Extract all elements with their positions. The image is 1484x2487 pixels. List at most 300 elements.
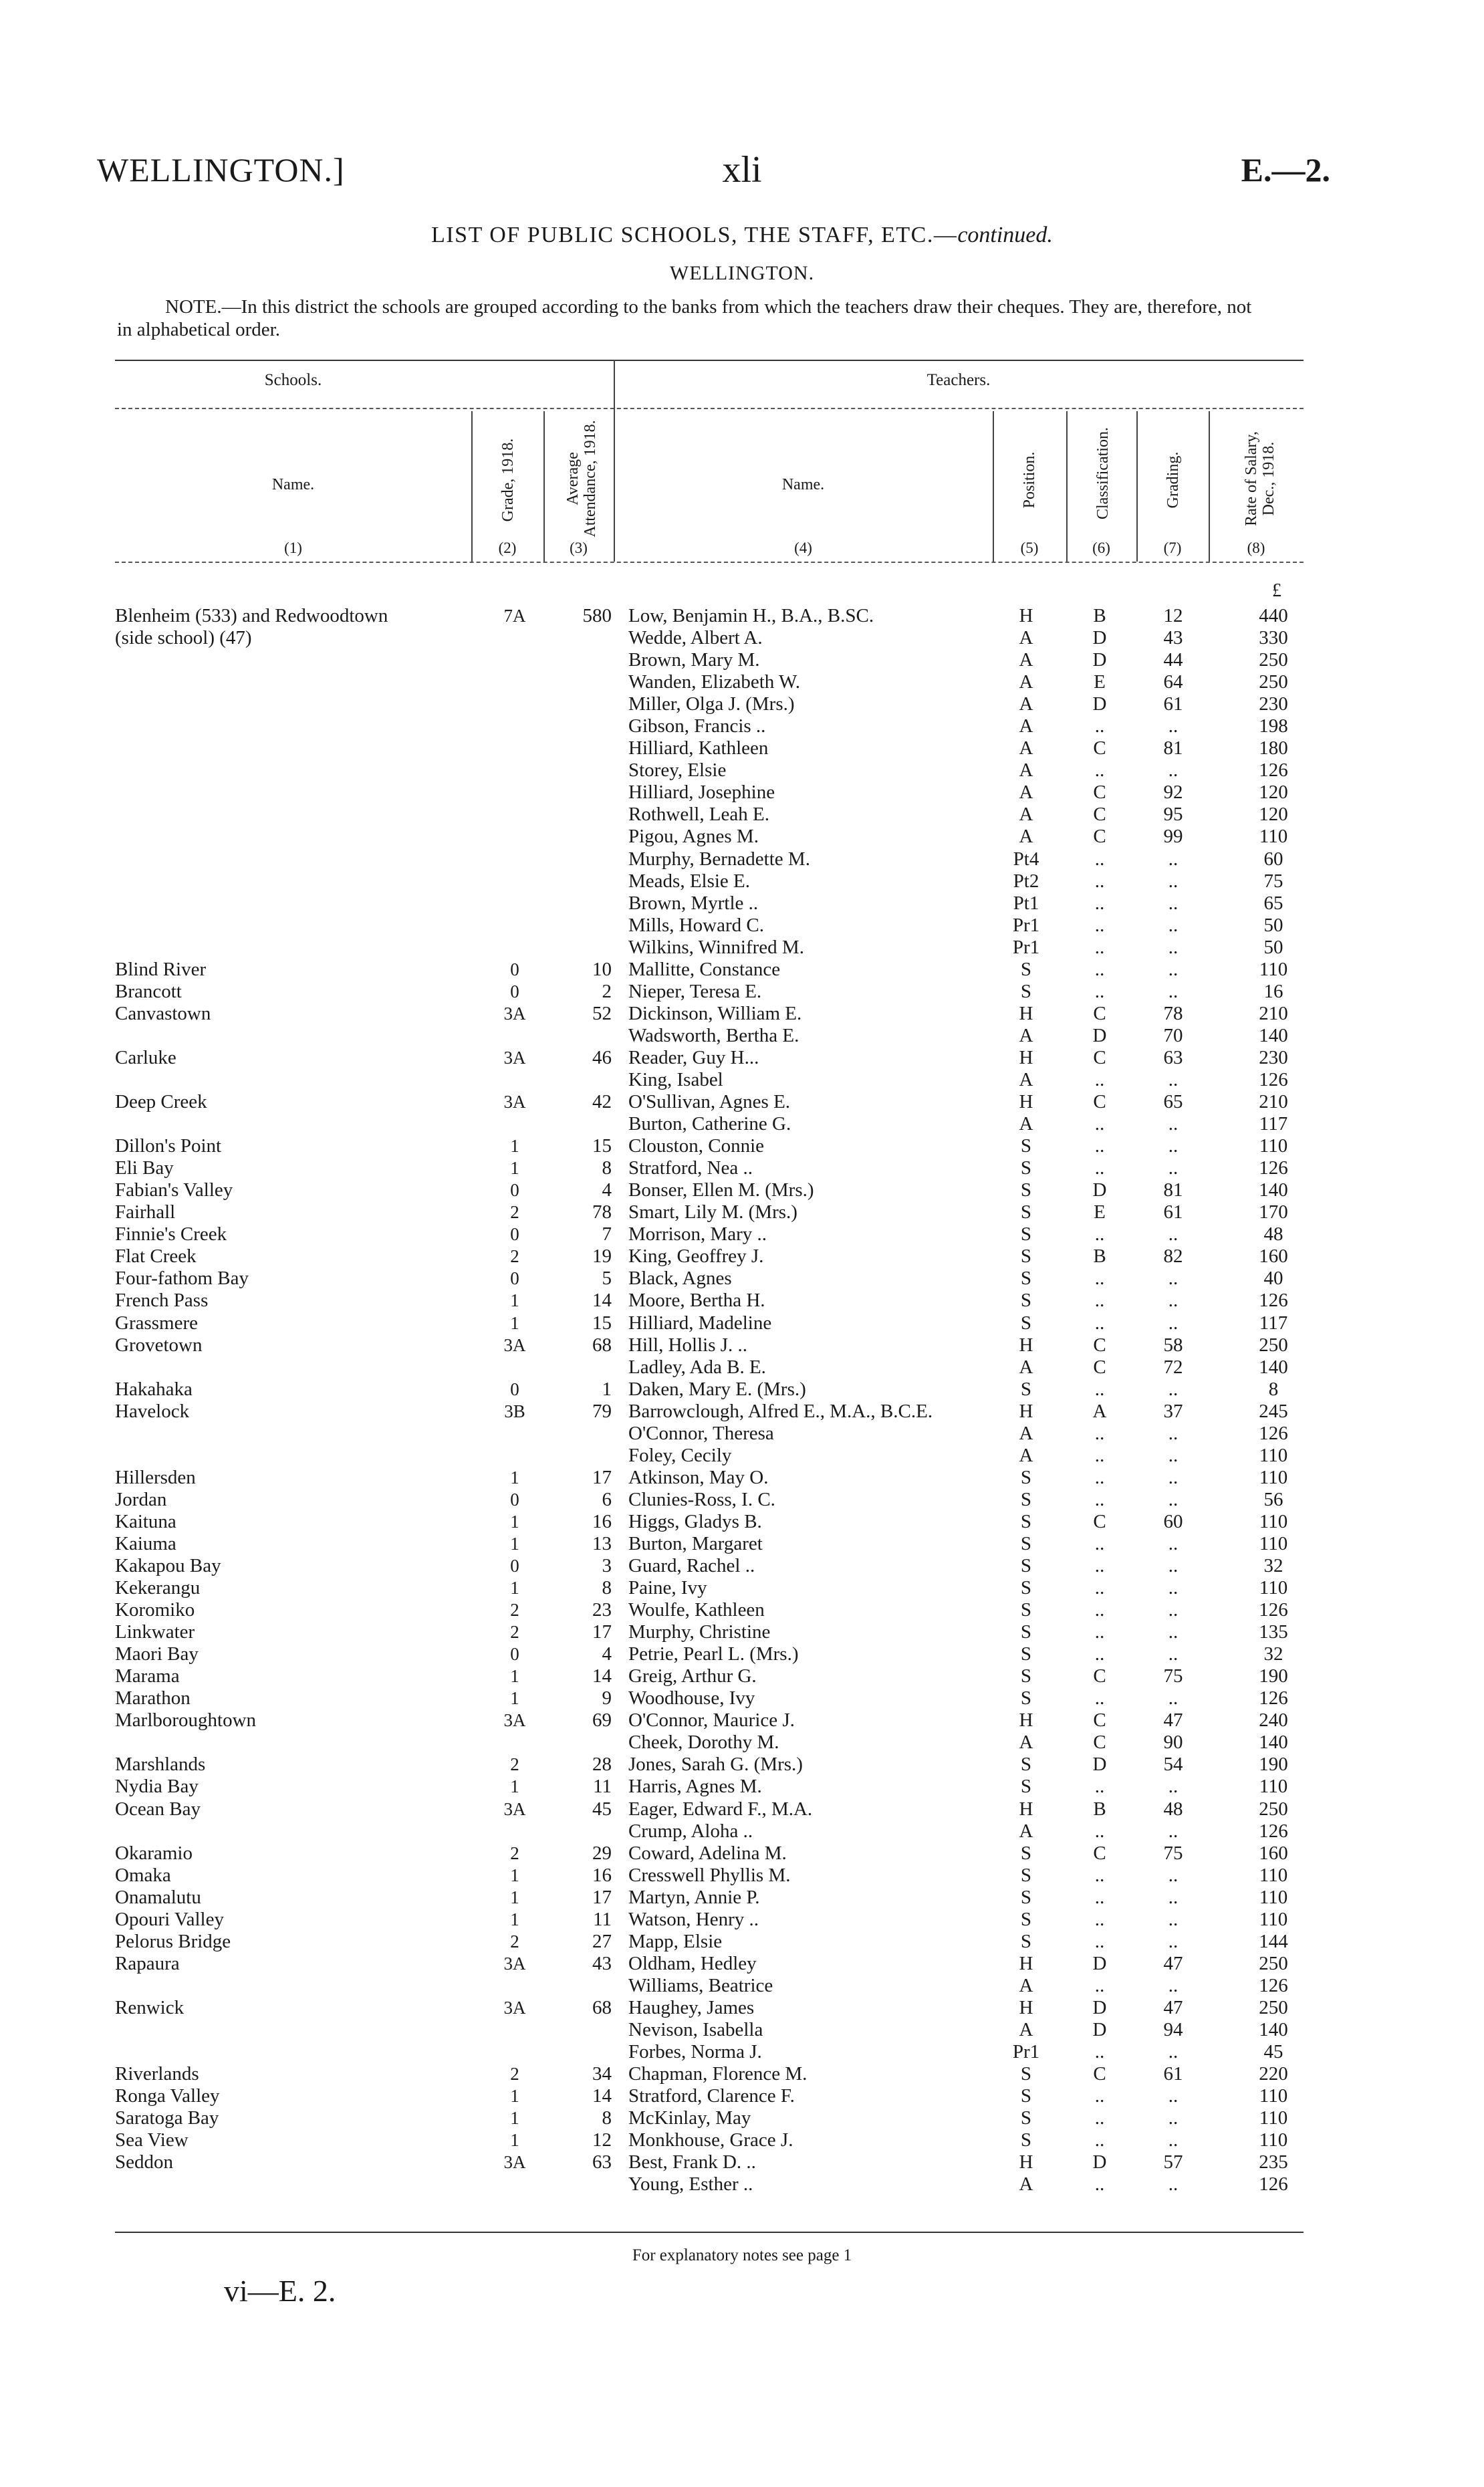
teacher-position: H — [1019, 1002, 1033, 1024]
table-row — [0, 1843, 1484, 1865]
teacher-grading: .. — [1168, 1687, 1179, 1709]
teacher-grading: 92 — [1163, 782, 1183, 804]
teacher-salary: 126 — [1259, 1157, 1288, 1179]
school-name: Marshlands — [115, 1754, 463, 1776]
table-row — [0, 1268, 1484, 1290]
teacher-salary: 8 — [1268, 1378, 1279, 1400]
teacher-classification: C — [1093, 1002, 1106, 1024]
teacher-name: Stratford, Nea .. — [628, 1157, 979, 1179]
teacher-name: Daken, Mary E. (Mrs.) — [628, 1379, 979, 1401]
teacher-position: A — [1019, 1356, 1033, 1378]
teacher-position: A — [1019, 627, 1033, 649]
teacher-salary: 110 — [1259, 958, 1288, 980]
average-attendance: 9 — [602, 1687, 612, 1709]
teacher-classification: .. — [1094, 1157, 1105, 1179]
teacher-position: H — [1019, 1400, 1033, 1422]
table-row — [0, 1423, 1484, 1445]
school-grade: 3B — [504, 1401, 525, 1421]
table-row — [0, 2041, 1484, 2063]
teacher-grading: 12 — [1163, 605, 1183, 626]
teacher-grading: 47 — [1163, 1952, 1183, 1974]
teacher-position: S — [1020, 1135, 1032, 1157]
teacher-name: Harris, Agnes M. — [628, 1776, 979, 1798]
table-row — [0, 937, 1484, 959]
teacher-grading: 94 — [1163, 2019, 1183, 2040]
average-attendance: 16 — [592, 1510, 612, 1532]
teacher-salary: 126 — [1259, 1820, 1288, 1842]
teacher-classification: D — [1092, 2151, 1107, 2173]
group-rule — [115, 408, 1304, 409]
school-grade: 2 — [510, 1246, 519, 1267]
school-name: Marathon — [115, 1687, 463, 1709]
teacher-classification: .. — [1094, 848, 1105, 870]
table-row — [0, 1113, 1484, 1135]
school-grade: 1 — [510, 1290, 519, 1311]
teacher-name: Burton, Margaret — [628, 1533, 979, 1555]
teacher-salary: 140 — [1259, 1024, 1288, 1046]
teacher-salary: 45 — [1263, 2041, 1283, 2063]
teacher-grading: 48 — [1163, 1798, 1183, 1820]
school-name: Hakahaka — [115, 1379, 463, 1401]
table-row — [0, 627, 1484, 649]
teacher-salary: 110 — [1259, 1864, 1288, 1886]
teacher-name: Atkinson, May O. — [628, 1467, 979, 1489]
average-attendance: 17 — [592, 1466, 612, 1488]
teacher-position: S — [1020, 2129, 1032, 2151]
teacher-classification: .. — [1094, 1974, 1105, 1996]
average-attendance: 14 — [592, 2085, 612, 2107]
teacher-salary: 120 — [1259, 782, 1288, 804]
teacher-salary: 40 — [1263, 1268, 1283, 1290]
teacher-salary: 198 — [1259, 715, 1288, 737]
table-row — [0, 1776, 1484, 1798]
teacher-position: S — [1020, 1555, 1032, 1577]
school-grade: 1 — [510, 1158, 519, 1179]
table-row — [0, 1334, 1484, 1356]
teacher-classification: B — [1093, 605, 1106, 626]
school-name: Opouri Valley — [115, 1909, 463, 1931]
average-attendance: 17 — [592, 1621, 612, 1643]
teacher-classification: .. — [1094, 1577, 1105, 1599]
teacher-salary: 250 — [1259, 649, 1288, 671]
teacher-name: Oldham, Hedley — [628, 1953, 979, 1975]
teacher-salary: 126 — [1259, 1974, 1288, 1996]
school-grade: 3A — [503, 2152, 526, 2173]
teacher-grading: 70 — [1163, 1024, 1183, 1046]
teacher-classification: C — [1093, 1334, 1106, 1356]
table-row — [0, 1511, 1484, 1533]
table-row — [0, 1997, 1484, 2019]
teacher-classification: C — [1093, 2063, 1106, 2085]
school-grade: 3A — [503, 1710, 526, 1731]
teacher-position: H — [1019, 1996, 1033, 2018]
teacher-classification: .. — [1094, 1223, 1105, 1246]
teacher-position: S — [1020, 1466, 1032, 1488]
teacher-classification: .. — [1094, 980, 1105, 1002]
school-name — [115, 2041, 463, 2063]
school-name — [115, 2019, 463, 2041]
school-name: Blind River — [115, 959, 463, 981]
teacher-salary: 60 — [1263, 848, 1283, 870]
teacher-position: S — [1020, 2085, 1032, 2107]
teacher-salary: 126 — [1259, 1599, 1288, 1621]
teacher-salary: 126 — [1259, 1687, 1288, 1709]
teacher-position: A — [1019, 826, 1033, 848]
table-row — [0, 1621, 1484, 1643]
teacher-name: Meads, Elsie E. — [628, 870, 979, 893]
table-row — [0, 1820, 1484, 1843]
teacher-grading: 90 — [1163, 1732, 1183, 1754]
table-row — [0, 1865, 1484, 1887]
page-title — [0, 223, 1484, 248]
teacher-name: Watson, Henry .. — [628, 1909, 979, 1931]
school-name — [115, 1732, 463, 1754]
col-number: (2) — [498, 540, 517, 556]
school-grade: 3A — [503, 1953, 526, 1974]
position-header: Position. — [1021, 451, 1038, 509]
teacher-name: O'Connor, Maurice J. — [628, 1709, 979, 1732]
school-name: Grovetown — [115, 1334, 463, 1356]
teacher-name: Chapman, Florence M. — [628, 2063, 979, 2085]
table-row — [0, 1091, 1484, 1113]
average-attendance: 13 — [592, 1532, 612, 1554]
table-row — [0, 759, 1484, 782]
teacher-salary: 210 — [1259, 1002, 1288, 1024]
teacher-name: Young, Esther .. — [628, 2173, 979, 2196]
school-name: Blenheim (533) and Redwoodtown — [115, 605, 463, 627]
teacher-classification: .. — [1094, 1466, 1105, 1488]
table-bottom-rule — [115, 2232, 1304, 2233]
teacher-position: A — [1019, 1732, 1033, 1754]
teacher-salary: 110 — [1259, 1886, 1288, 1908]
school-grade: 3A — [503, 1047, 526, 1068]
teacher-grading: .. — [1168, 914, 1179, 936]
teacher-salary: 330 — [1259, 627, 1288, 649]
district-note: NOTE.—In this district the schools are grouped according to the banks from which the teachers draw their cheques. They are, therefore, not in alphabetical order. — [117, 296, 1252, 340]
teacher-grading: .. — [1168, 1444, 1179, 1466]
teacher-name: Smart, Lily M. (Mrs.) — [628, 1201, 979, 1223]
table-row — [0, 915, 1484, 937]
teacher-grading: 65 — [1163, 1091, 1183, 1113]
teacher-salary: 235 — [1259, 2151, 1288, 2173]
school-grade: 0 — [510, 1644, 519, 1665]
school-grade: 3A — [503, 1092, 526, 1112]
teacher-position: S — [1020, 1886, 1032, 1908]
teacher-name: King, Geoffrey J. — [628, 1246, 979, 1268]
teacher-classification: B — [1093, 1246, 1106, 1268]
teacher-salary: 140 — [1259, 1356, 1288, 1378]
teacher-name: Woulfe, Kathleen — [628, 1599, 979, 1621]
teacher-grading: 81 — [1163, 737, 1183, 759]
teacher-position: H — [1019, 1709, 1033, 1732]
school-name: Pelorus Bridge — [115, 1931, 463, 1953]
teacher-position: S — [1020, 2107, 1032, 2129]
teacher-classification: .. — [1094, 1113, 1105, 1135]
school-grade: 1 — [510, 2130, 519, 2151]
teacher-name: King, Isabel — [628, 1069, 979, 1091]
col-number: (5) — [1020, 540, 1039, 556]
table-row — [0, 1709, 1484, 1732]
teacher-classification: .. — [1094, 1290, 1105, 1312]
table-row — [0, 2019, 1484, 2041]
school-name — [115, 1820, 463, 1843]
teacher-classification: .. — [1094, 715, 1105, 737]
teacher-salary: 170 — [1259, 1201, 1288, 1223]
teacher-classification: .. — [1094, 1488, 1105, 1510]
teacher-classification: .. — [1094, 1864, 1105, 1886]
average-attendance: 8 — [602, 1577, 612, 1599]
teacher-salary: 117 — [1259, 1113, 1288, 1135]
teacher-grading: .. — [1168, 870, 1179, 892]
teacher-salary: 144 — [1259, 1930, 1288, 1952]
teacher-name: Hilliard, Kathleen — [628, 737, 979, 759]
schools-group-header: Schools. — [264, 371, 322, 389]
teacher-name: Mills, Howard C. — [628, 915, 979, 937]
school-name — [115, 893, 463, 915]
teacher-name: Williams, Beatrice — [628, 1975, 979, 1997]
table-row — [0, 737, 1484, 759]
teacher-classification: .. — [1094, 1378, 1105, 1400]
teacher-position: S — [1020, 1223, 1032, 1246]
teacher-name: Hilliard, Josephine — [628, 782, 979, 804]
teacher-classification: .. — [1094, 2041, 1105, 2063]
table-row — [0, 2173, 1484, 2196]
table-row — [0, 804, 1484, 826]
teacher-classification: .. — [1094, 1135, 1105, 1157]
teacher-classification: D — [1092, 1024, 1107, 1046]
average-attendance: 29 — [592, 1842, 612, 1864]
school-name — [115, 915, 463, 937]
teacher-position: A — [1019, 1024, 1033, 1046]
teacher-classification: C — [1093, 1842, 1106, 1864]
school-name — [115, 1113, 463, 1135]
teacher-classification: .. — [1094, 1599, 1105, 1621]
school-grade: 0 — [510, 959, 519, 979]
average-attendance: 19 — [592, 1246, 612, 1268]
teacher-classification: .. — [1094, 892, 1105, 914]
school-name: Omaka — [115, 1865, 463, 1887]
teacher-salary: 110 — [1259, 1776, 1288, 1798]
table-row — [0, 826, 1484, 848]
teacher-name: Wilkins, Winnifred M. — [628, 937, 979, 959]
teacher-salary: 56 — [1263, 1488, 1283, 1510]
teacher-name: Wanden, Elizabeth W. — [628, 671, 979, 693]
teacher-grading: 75 — [1163, 1665, 1183, 1687]
school-name: Kakapou Bay — [115, 1555, 463, 1577]
school-name: Onamalutu — [115, 1887, 463, 1909]
school-grade: 1 — [510, 1776, 519, 1797]
average-attendance: 68 — [592, 1334, 612, 1356]
teacher-salary: 160 — [1259, 1842, 1288, 1864]
teacher-position: A — [1019, 1422, 1033, 1444]
teacher-salary: 250 — [1259, 671, 1288, 693]
teacher-position: H — [1019, 1046, 1033, 1068]
teacher-position: H — [1019, 1091, 1033, 1113]
teacher-salary: 126 — [1259, 2173, 1288, 2196]
teacher-grading: .. — [1168, 1930, 1179, 1952]
teacher-grading: .. — [1168, 1643, 1179, 1665]
teacher-position: S — [1020, 1510, 1032, 1532]
table-row — [0, 1290, 1484, 1312]
teacher-position: A — [1019, 782, 1033, 804]
table-row — [0, 1157, 1484, 1179]
school-grade: 1 — [510, 2086, 519, 2107]
teacher-position: S — [1020, 1157, 1032, 1179]
teacher-name: Murphy, Christine — [628, 1621, 979, 1643]
teacher-name: Paine, Ivy — [628, 1577, 979, 1599]
average-attendance: 6 — [602, 1488, 612, 1510]
school-name: Fabian's Valley — [115, 1179, 463, 1201]
school-grade: 7A — [503, 606, 526, 626]
teacher-position: A — [1019, 1444, 1033, 1466]
table-row — [0, 782, 1484, 804]
teacher-grading: .. — [1168, 1974, 1179, 1996]
teacher-classification: E — [1094, 1201, 1106, 1223]
school-name — [115, 1356, 463, 1379]
teacher-position: S — [1020, 1621, 1032, 1643]
school-grade: 3A — [503, 1798, 526, 1819]
teacher-grading: .. — [1168, 1422, 1179, 1444]
teacher-grading: 43 — [1163, 627, 1183, 649]
school-name: Kaiuma — [115, 1533, 463, 1555]
school-name: Fairhall — [115, 1201, 463, 1223]
teacher-classification: .. — [1094, 914, 1105, 936]
teacher-position: S — [1020, 1687, 1032, 1709]
school-grade: 0 — [510, 1268, 519, 1289]
teacher-salary: 110 — [1259, 1135, 1288, 1157]
school-name: (side school) (47) — [115, 627, 463, 649]
teacher-grading: .. — [1168, 892, 1179, 914]
teacher-position: Pr1 — [1012, 914, 1040, 936]
table-row — [0, 649, 1484, 671]
school-name: Marama — [115, 1665, 463, 1687]
teacher-salary: 110 — [1259, 1466, 1288, 1488]
teacher-classification: .. — [1094, 2129, 1105, 2151]
teacher-name: Mapp, Elsie — [628, 1931, 979, 1953]
teacher-position: A — [1019, 759, 1033, 782]
teacher-salary: 160 — [1259, 1246, 1288, 1268]
teacher-name: Clouston, Connie — [628, 1135, 979, 1157]
salary-header: Rate of Salary, Dec., 1918. — [1243, 431, 1277, 526]
title-main: LIST OF PUBLIC SCHOOLS, THE STAFF, ETC.— — [431, 223, 958, 247]
teacher-position: S — [1020, 1665, 1032, 1687]
table-row — [0, 1003, 1484, 1025]
teacher-name: Crump, Aloha .. — [628, 1820, 979, 1843]
teacher-grading: .. — [1168, 936, 1179, 958]
table-row — [0, 1931, 1484, 1953]
average-attendance: 27 — [592, 1930, 612, 1952]
teacher-grading: .. — [1168, 1908, 1179, 1930]
school-grade: 0 — [510, 1556, 519, 1576]
table-row — [0, 1379, 1484, 1401]
teacher-salary: 110 — [1259, 2085, 1288, 2107]
teacher-position: S — [1020, 1532, 1032, 1554]
teacher-salary: 126 — [1259, 1290, 1288, 1312]
teacher-name: Best, Frank D. .. — [628, 2151, 979, 2173]
average-attendance: 2 — [602, 980, 612, 1002]
teacher-grading: .. — [1168, 1776, 1179, 1798]
table-row — [0, 2085, 1484, 2107]
school-name: Maori Bay — [115, 1643, 463, 1665]
average-attendance: 17 — [592, 1886, 612, 1908]
teacher-salary: 110 — [1259, 1444, 1288, 1466]
table-row — [0, 715, 1484, 737]
teacher-grading: 99 — [1163, 826, 1183, 848]
teacher-grading: .. — [1168, 759, 1179, 782]
grade-header: Grade, 1918. — [499, 438, 517, 522]
average-attendance: 4 — [602, 1179, 612, 1201]
teacher-classification: B — [1093, 1798, 1106, 1820]
teacher-position: A — [1019, 1974, 1033, 1996]
teacher-grading: 72 — [1163, 1356, 1183, 1378]
teacher-classification: .. — [1094, 1820, 1105, 1842]
school-name — [115, 937, 463, 959]
teacher-salary: 117 — [1259, 1312, 1288, 1334]
teacher-salary: 245 — [1259, 1400, 1288, 1422]
average-attendance: 1 — [602, 1378, 612, 1400]
teacher-position: S — [1020, 1378, 1032, 1400]
average-attendance: 45 — [592, 1798, 612, 1820]
running-head-left: WELLINGTON.] — [97, 151, 345, 189]
teacher-classification: .. — [1094, 1532, 1105, 1554]
table-row — [0, 1069, 1484, 1091]
school-name: Riverlands — [115, 2063, 463, 2085]
school-grade: 3A — [503, 1003, 526, 1024]
average-attendance: 79 — [592, 1400, 612, 1422]
table-row — [0, 1687, 1484, 1709]
school-name — [115, 1025, 463, 1047]
teacher-salary: 220 — [1259, 2063, 1288, 2085]
teacher-grading: .. — [1168, 1532, 1179, 1554]
teacher-salary: 16 — [1263, 980, 1283, 1002]
table-row — [0, 1754, 1484, 1776]
average-attendance: 78 — [592, 1201, 612, 1223]
teacher-grading: .. — [1168, 2041, 1179, 2063]
teacher-grading: .. — [1168, 2129, 1179, 2151]
teacher-position: S — [1020, 1776, 1032, 1798]
teacher-grading: .. — [1168, 1886, 1179, 1908]
average-attendance: 580 — [582, 605, 612, 626]
teacher-position: H — [1019, 1952, 1033, 1974]
teacher-classification: .. — [1094, 958, 1105, 980]
teacher-grading: 57 — [1163, 2151, 1183, 2173]
teacher-position: Pt1 — [1013, 892, 1039, 914]
teacher-position: S — [1020, 2063, 1032, 2085]
school-grade: 3A — [503, 1334, 526, 1355]
teacher-position: A — [1019, 2173, 1033, 2196]
teacher-salary: 440 — [1259, 605, 1288, 626]
region-heading: WELLINGTON. — [669, 262, 815, 284]
table-row — [0, 1909, 1484, 1931]
teacher-position: Pt4 — [1013, 848, 1039, 870]
teacher-name: Wadsworth, Bertha E. — [628, 1025, 979, 1047]
school-grade: 2 — [510, 1931, 519, 1951]
school-name: Deep Creek — [115, 1091, 463, 1113]
school-name — [115, 826, 463, 848]
teacher-position: S — [1020, 1908, 1032, 1930]
teacher-name: Brown, Myrtle .. — [628, 893, 979, 915]
teacher-classification: C — [1093, 737, 1106, 759]
table-row — [0, 1401, 1484, 1423]
average-attendance: 16 — [592, 1864, 612, 1886]
explanatory-footnote: For explanatory notes see page 1 — [632, 2246, 852, 2264]
teacher-position: S — [1020, 980, 1032, 1002]
teacher-salary: 240 — [1259, 1709, 1288, 1732]
teacher-classification: .. — [1094, 1687, 1105, 1709]
school-grade: 1 — [510, 1666, 519, 1687]
teacher-grading: .. — [1168, 980, 1179, 1002]
teacher-name: O'Sullivan, Agnes E. — [628, 1091, 979, 1113]
